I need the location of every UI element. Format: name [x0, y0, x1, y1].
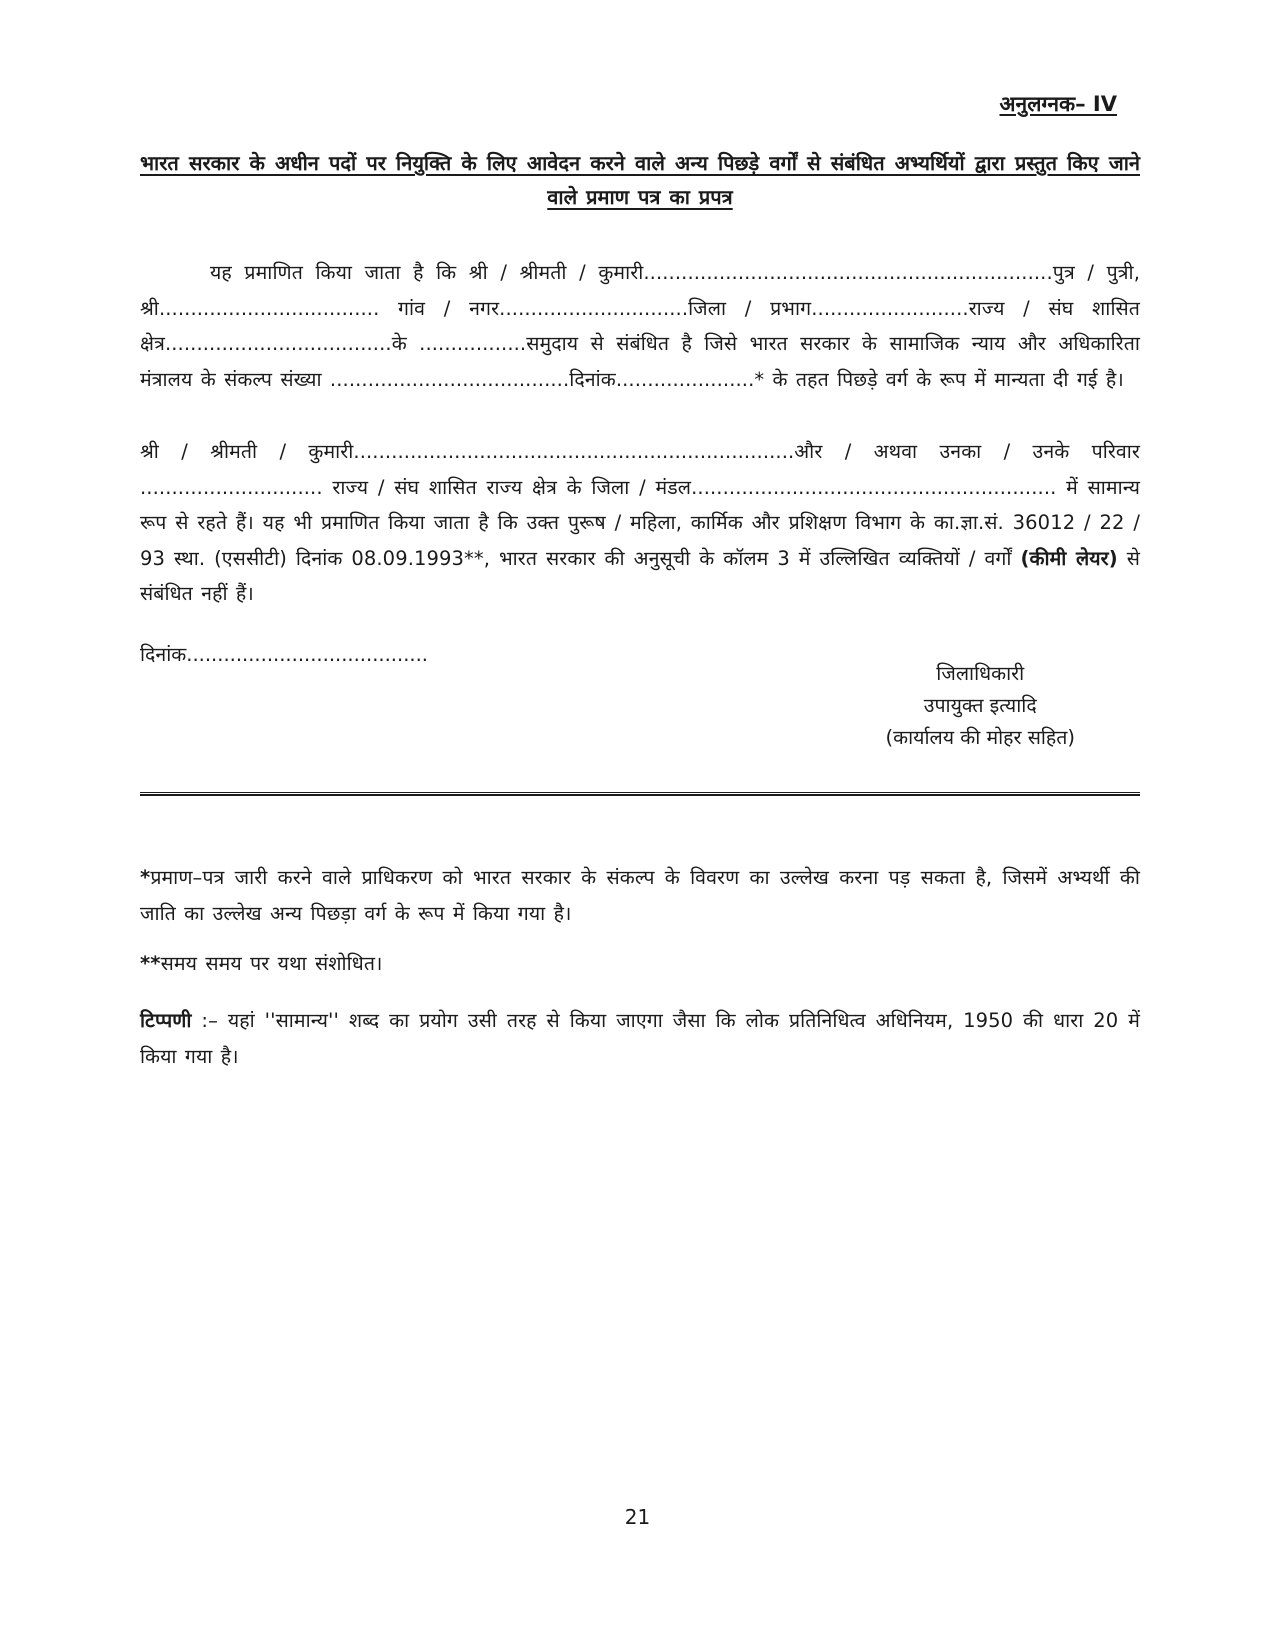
signatory-title-deputy-commissioner: उपायुक्त इत्यादि	[923, 694, 1037, 717]
paragraph-2-text-start: श्री / श्रीमती / कुमारी......................................................................और / अथवा उनका / उनके परिवार ............................. राज्य / संघ शासित राज्य क्षेत्र के जिला / मंडल.......................................................... में सामान्य रूप से रहते हैं। यह भी प्रमाणित किया जाता है कि उक्त पुरूष / महिला, कार्मिक और प्रशिक्षण विभाग के का.ज्ञा.सं. 36012 / 22 / 93 स्था. (एससीटी) दिनांक 08.09.1993**, भारत सरकार की अनुसूची के कॉलम 3 में उल्लिखित व्यक्तियों / वर्गों	[140, 440, 1140, 570]
creamy-layer-term: (कीमी लेयर)	[1020, 546, 1118, 570]
footnote-2-asterisk: **	[140, 952, 161, 975]
signature-block	[886, 658, 1076, 754]
footnote-1-text: प्रमाण–पत्र जारी करने वाले प्राधिकरण को भारत सरकार के संकल्प के विवरण का उल्लेख करना पड़ सकता है, जिसमें अभ्यर्थी की जाति का उल्लेख अन्य पिछड़ा वर्ग के रूप में किया गया है।	[140, 866, 1140, 925]
date-line: दिनांक.......................................	[140, 643, 428, 666]
note-text: :– यहां ''सामान्य'' शब्द का प्रयोग उसी तरह से किया जाएगा जैसा कि लोक प्रतिनिधित्व अधिनियम, 1950 की धारा 20 में किया गया है।	[140, 1009, 1140, 1068]
paragraph-2-text-end: से संबंधित नहीं हैं।	[140, 546, 1140, 605]
footnote-1-asterisk: *	[140, 866, 151, 889]
footnote-1	[140, 860, 1140, 931]
footnote-2	[140, 946, 1140, 982]
certificate-paragraph-2	[140, 434, 1140, 612]
footnote-2-text: समय समय पर यथा संशोधित।	[160, 952, 383, 975]
annexure-label: अनुलग्नक– IV	[999, 92, 1117, 116]
signatory-title-district-magistrate: जिलाधिकारी	[936, 662, 1025, 685]
document-title: भारत सरकार के अधीन पदों पर नियुक्ति के लिए आवेदन करने वाले अन्य पिछड़े वर्गों से संबंधित अभ्यर्थियों द्वारा प्रस्तुत किए जाने वाले प्रमाण पत्र का प्रपत्र	[140, 151, 1140, 209]
horizontal-rule	[140, 792, 1140, 796]
note-paragraph	[140, 1003, 1140, 1074]
note-label: टिप्पणी	[140, 1009, 192, 1032]
certificate-paragraph-1: यह प्रमाणित किया जाता है कि श्री / श्रीमती / कुमारी.................................................................पुत्र / पुत्री, श्री................................... गांव / नगर..............................जिला / प्रभाग.........................राज्य / संघ शासित क्षेत्र....................................के .................समुदाय से संबंधित है जिसे भारत सरकार के सामाजिक न्याय और अधिकारिता मंत्रालय के संकल्प संख्या ......................................दिनांक......................* के तहत पिछड़े वर्ग के रूप में मान्यता दी गई है।	[140, 261, 1140, 391]
office-seal-note: (कार्यालय की मोहर सहित)	[885, 726, 1075, 749]
page-number: 21	[624, 1505, 651, 1529]
